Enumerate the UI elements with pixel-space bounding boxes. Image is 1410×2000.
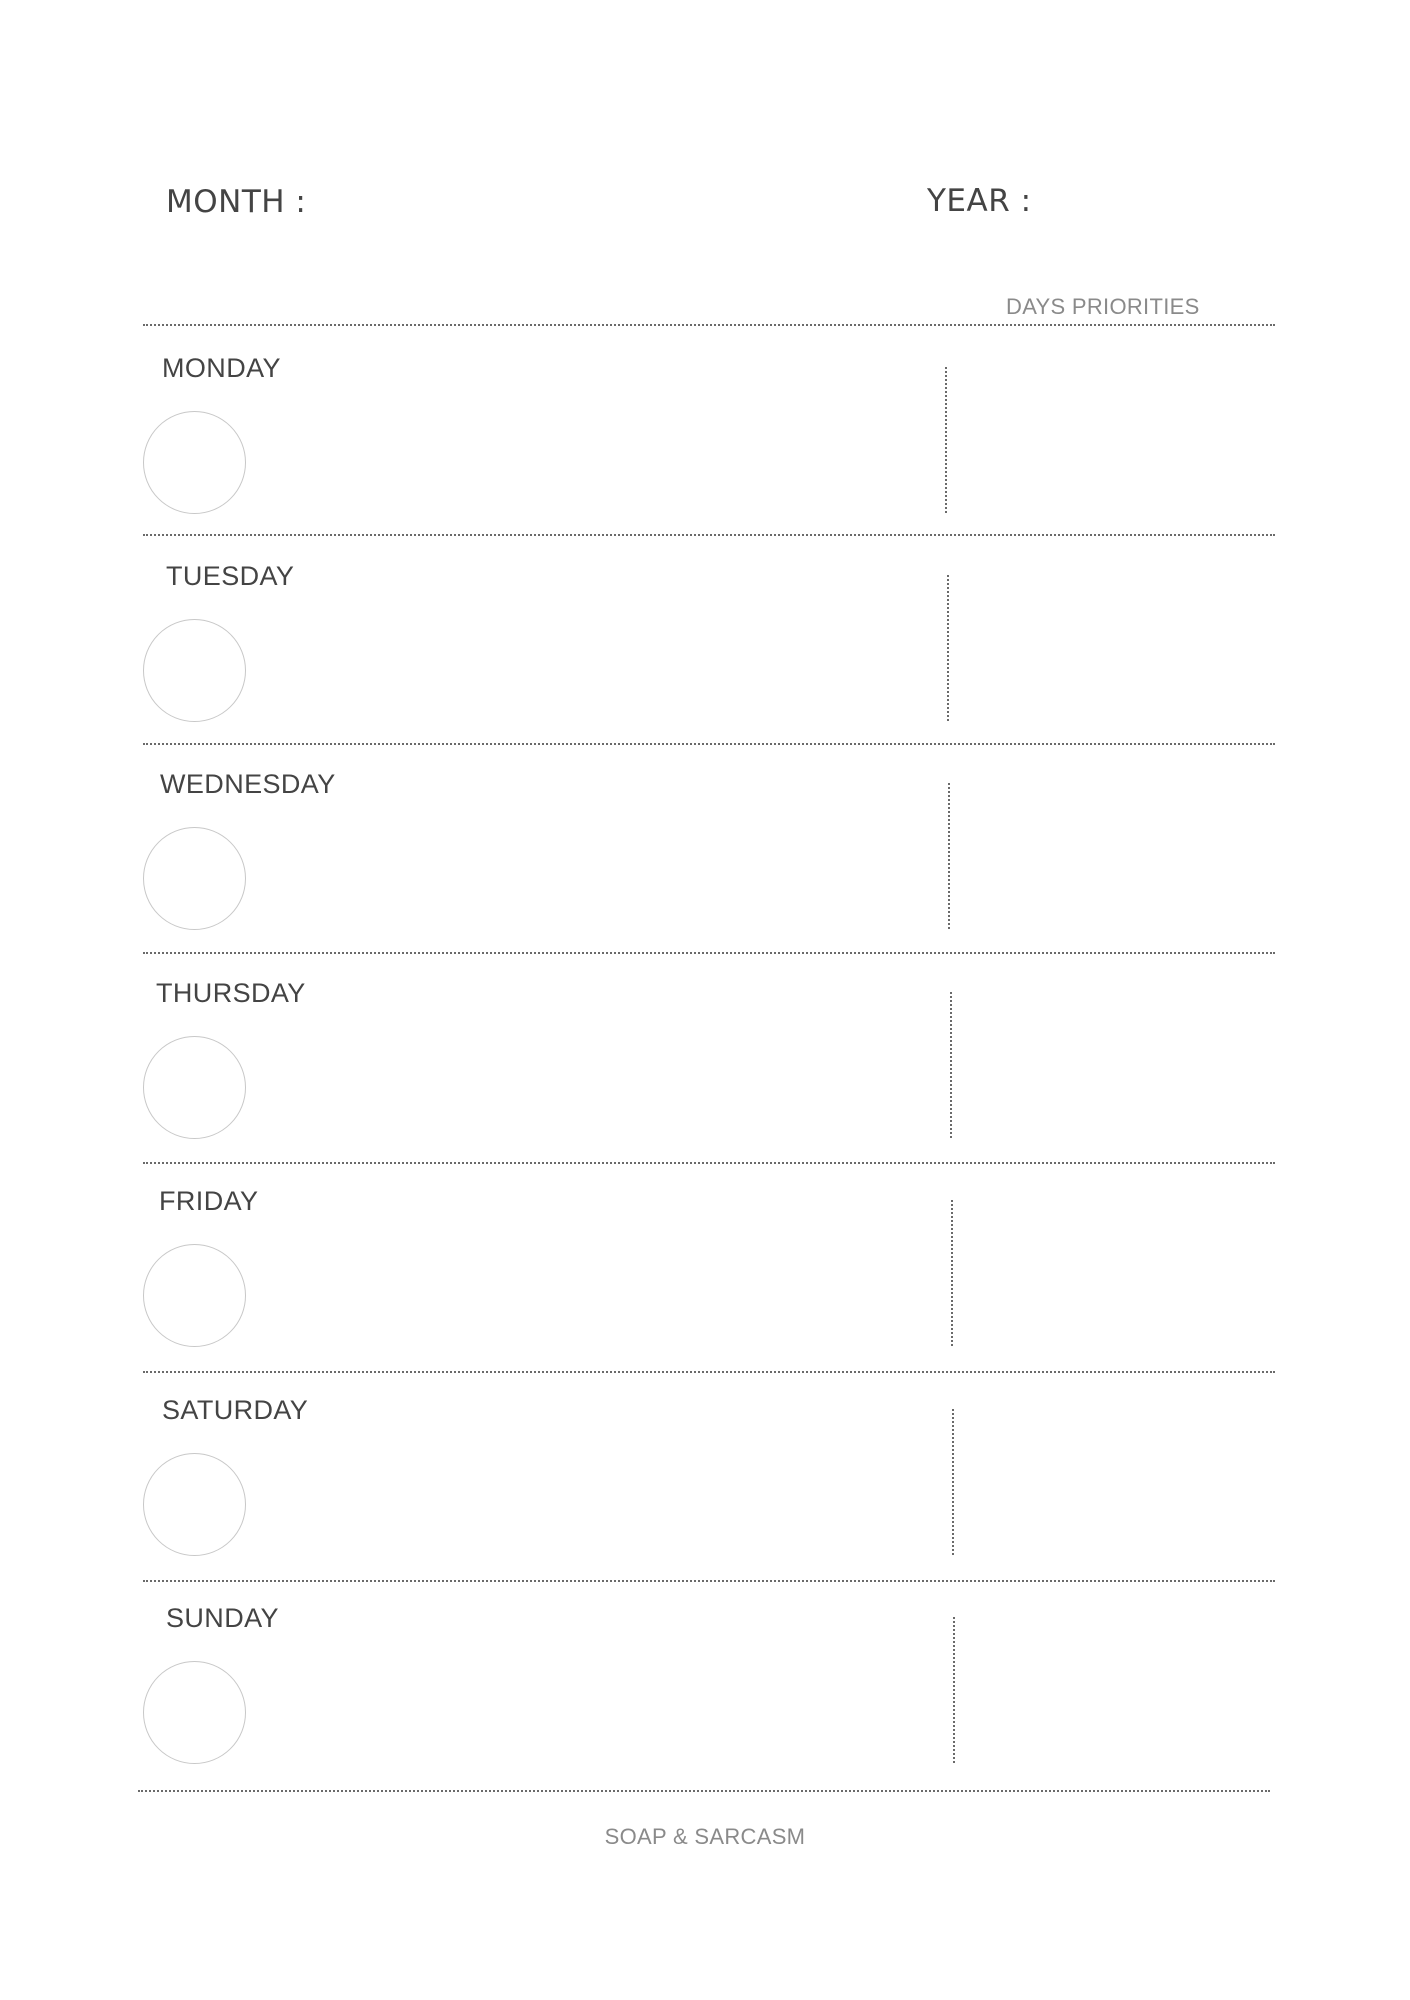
priorities-column-divider xyxy=(945,367,947,513)
day-label-friday: FRIDAY xyxy=(159,1186,259,1216)
day-checkbox-circle[interactable] xyxy=(143,1453,246,1556)
day-checkbox-circle[interactable] xyxy=(143,619,246,722)
day-label-sunday: SUNDAY xyxy=(166,1603,279,1633)
row-divider xyxy=(143,1580,1275,1582)
day-row-sunday xyxy=(0,1583,1410,1791)
row-divider xyxy=(143,1162,1275,1164)
priorities-column-divider xyxy=(947,575,949,721)
day-row-friday xyxy=(0,1166,1410,1374)
day-label-tuesday: TUESDAY xyxy=(166,561,295,591)
day-row-saturday xyxy=(0,1375,1410,1583)
day-checkbox-circle[interactable] xyxy=(143,411,246,514)
priorities-column-divider xyxy=(951,1200,953,1346)
priorities-column-divider xyxy=(952,1409,954,1555)
priorities-column-divider xyxy=(948,783,950,929)
day-checkbox-circle[interactable] xyxy=(143,1244,246,1347)
month-label: MONTH : xyxy=(166,184,307,220)
day-label-monday: MONDAY xyxy=(162,353,281,383)
day-row-thursday xyxy=(0,958,1410,1166)
day-checkbox-circle[interactable] xyxy=(143,1036,246,1139)
day-label-wednesday: WEDNESDAY xyxy=(160,769,336,799)
day-row-tuesday xyxy=(0,541,1410,749)
priorities-column-divider xyxy=(953,1617,955,1763)
row-divider xyxy=(143,743,1275,745)
day-row-wednesday xyxy=(0,749,1410,957)
day-checkbox-circle[interactable] xyxy=(143,827,246,930)
row-divider xyxy=(143,534,1275,536)
row-divider xyxy=(143,952,1275,954)
top-divider xyxy=(143,324,1275,326)
bottom-divider xyxy=(138,1790,1270,1792)
priorities-column-divider xyxy=(950,992,952,1138)
day-row-monday xyxy=(0,333,1410,541)
footer-brand: SOAP & SARCASM xyxy=(604,1824,806,1849)
row-divider xyxy=(143,1371,1275,1373)
day-label-saturday: SATURDAY xyxy=(162,1395,309,1425)
year-label: YEAR : xyxy=(927,183,1032,219)
day-label-thursday: THURSDAY xyxy=(156,978,306,1008)
days-priorities-heading: DAYS PRIORITIES xyxy=(1006,294,1200,319)
day-checkbox-circle[interactable] xyxy=(143,1661,246,1764)
